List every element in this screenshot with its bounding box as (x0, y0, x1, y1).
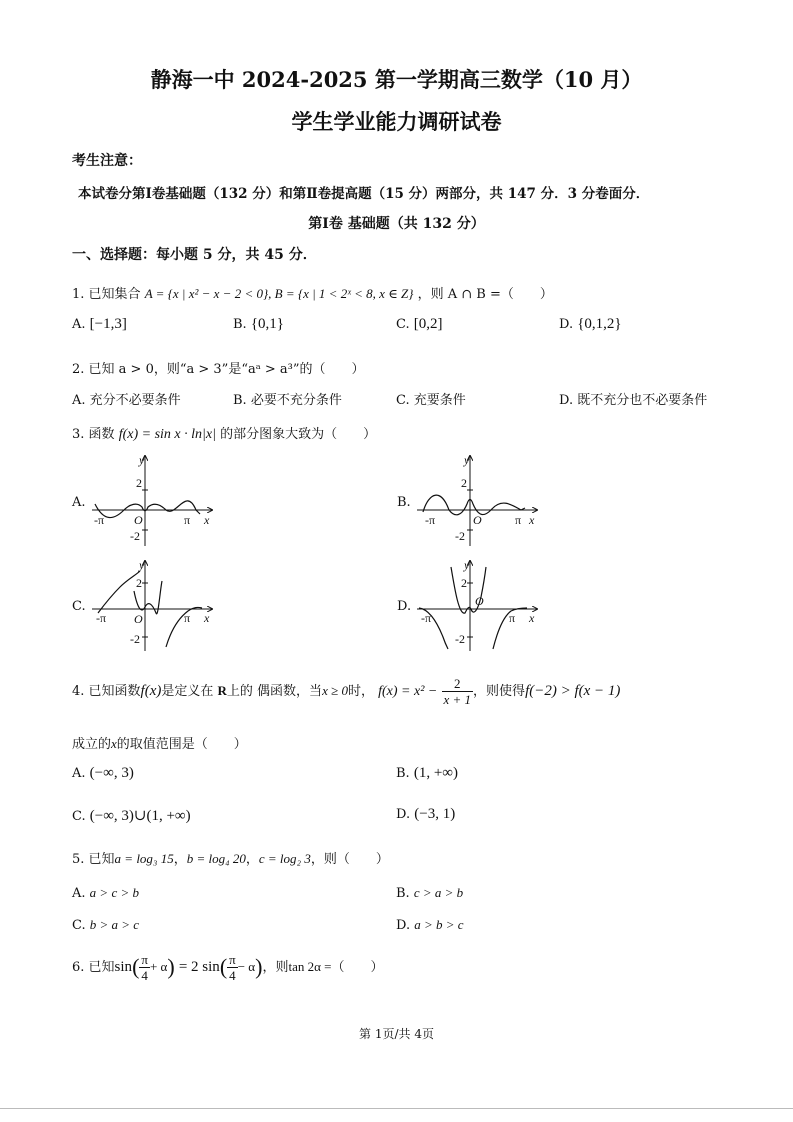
label-neg-pi: -π (425, 513, 436, 527)
page-footer: 第 1页/共 4页 (359, 1027, 434, 1041)
label-pi: π (515, 513, 522, 527)
label-2: 2 (461, 476, 467, 490)
q4-option-d: D. (−3, 1) (396, 806, 456, 822)
label-x: x (529, 611, 535, 625)
q1-ask: ，则 A ∩ B =（ ） (417, 287, 553, 302)
q1-stem: 1. 已知集合 (72, 287, 141, 302)
label-o: O (475, 594, 484, 608)
label-x: x (529, 513, 535, 527)
label-2: 2 (461, 576, 467, 590)
label-pi: π (509, 611, 516, 625)
q2-option-b: B. 必要不充分条件 (233, 393, 342, 408)
question-2: 2. 已知 a > 0，则“a > 3”是“aᵃ > a³”的（ ） (72, 362, 365, 377)
title-line-2: 学生学业能力调研试卷 (291, 109, 502, 134)
q4-fraction: $\frac{2}{x + 1}$ (443, 676, 472, 707)
q3-option-b-label: B. (397, 495, 411, 510)
q2-option-c: C. 充要条件 (396, 393, 466, 408)
q4-line-2: 成立的x的取值范围是（ ） (72, 736, 247, 752)
q1-option-a: A. [−1,3] (72, 316, 127, 332)
q2-option-d: D. 既不充分也不必要条件 (559, 393, 708, 408)
label-y: y (139, 558, 145, 572)
graph-option-d (415, 557, 545, 653)
label-o: O (134, 513, 143, 527)
q5-option-a: A. a > c > b (72, 885, 139, 901)
graph-option-c (90, 557, 220, 653)
q1-set-a: A = {x | x² − x − 2 < 0} (144, 286, 269, 301)
title-line-1: 静海一中 2024-2025 第一学期高三数学（10 月） (150, 67, 643, 92)
label-neg-pi: -π (421, 611, 432, 625)
notice-text: 本试卷分第Ⅰ卷基础题（132 分）和第Ⅱ卷提高题（15 分）两部分，共 147 分．3 分卷面分． (78, 186, 650, 202)
label-y: y (464, 558, 470, 572)
question-3: 3. 函数 f(x) = sin x · ln|x| 的部分图象大致为（ ） (72, 427, 377, 442)
q3-option-d-label: D. (397, 599, 412, 614)
q1-set-b: , B = {x | 1 < 2ˣ < 8, x ∈ Z} (268, 286, 414, 301)
part1-heading: 第Ⅰ卷 基础题（共 132 分） (308, 216, 485, 232)
label-y: y (139, 453, 145, 467)
label-neg-2: -2 (130, 529, 140, 543)
curve-b (423, 495, 525, 515)
label-x: x (204, 611, 210, 625)
q1-option-b: B. {0,1} (233, 316, 284, 332)
label-neg-pi: -π (94, 513, 105, 527)
notice-label: 考生注意： (72, 153, 142, 169)
label-2: 2 (136, 576, 142, 590)
label-2: 2 (136, 476, 142, 490)
label-neg-2: -2 (455, 632, 465, 646)
label-x: x (204, 513, 210, 527)
q4-option-a: A. (−∞, 3) (72, 765, 134, 781)
label-neg-pi: -π (96, 611, 107, 625)
label-o: O (134, 612, 143, 626)
question-6: 6. 已知sin( $\frac{\pi}{4}$ + α) = 2 sin( $\frac{\pi}{4}$ − α)，则tan 2α =（ ） (72, 952, 384, 983)
q5-option-d: D. a > b > c (396, 917, 464, 933)
q2-option-a: A. 充分不必要条件 (72, 393, 181, 408)
question-5: 5. 已知a = log₃ 15，b = log₄ 20，c = log₂ 3，则（ ） (72, 851, 389, 867)
label-o: O (473, 513, 482, 527)
label-pi: π (184, 513, 191, 527)
section-heading: 一、选择题：每小题 5 分，共 45 分． (72, 247, 317, 263)
q1-option-d: D. {0,1,2} (559, 316, 622, 332)
label-pi: π (184, 611, 191, 625)
label-neg-2: -2 (130, 632, 140, 646)
q5-option-b: B. c > a > b (396, 885, 464, 901)
q3-option-c-label: C. (72, 599, 86, 614)
question-4: 4. 已知函数f(x)是定义在 R上的 偶函数，当x ≥ 0时， f(x) = x² − $\frac{2}{x + 1}$ ，则使得f(−2) > f(x − 1) (72, 676, 621, 707)
label-neg-2: -2 (455, 529, 465, 543)
q4-option-c: C. (−∞, 3)∪(1, +∞) (72, 808, 191, 824)
q3-option-a-label: A. (72, 495, 86, 510)
q5-option-c: C. b > a > c (72, 917, 140, 933)
graph-option-a (90, 452, 220, 548)
graph-option-b (415, 452, 545, 548)
question-1 (72, 283, 553, 302)
q4-option-b: B. (1, +∞) (396, 765, 458, 781)
q3-function: f(x) = sin x · ln|x| (118, 427, 216, 442)
q1-option-c: C. [0,2] (396, 316, 443, 332)
label-y: y (464, 453, 470, 467)
page-bottom-divider (0, 1108, 793, 1109)
